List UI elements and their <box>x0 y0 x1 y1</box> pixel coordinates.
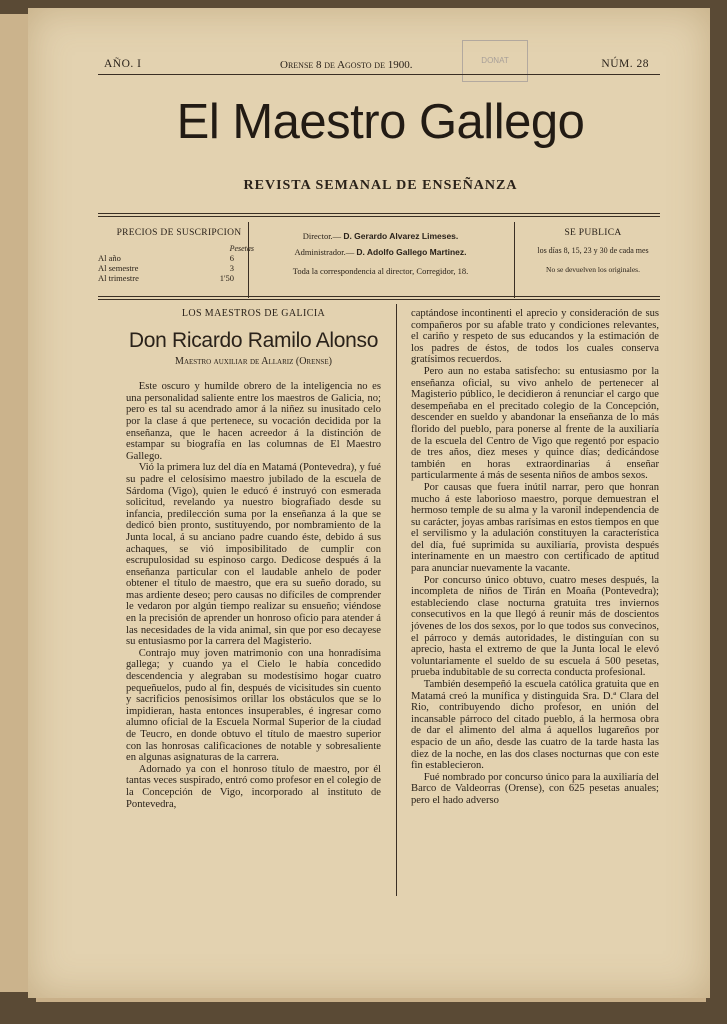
masthead-rule <box>98 74 660 75</box>
info-divider <box>514 222 515 298</box>
admin-name: D. Adolfo Gallego Martinez. <box>356 247 467 257</box>
originals-note: No se devuelven los originales. <box>546 265 640 274</box>
publication-days: los días 8, 15, 23 y 30 de cada mes <box>537 246 649 255</box>
article-paragraph: Pero aun no estaba satisfecho: su entusiasmo por la enseñanza oficial, su vivo anhelo de pertenecer al Magisterio público, le decidieron á renunciar el cargo que desempeñaba en el precitado colegio de la Concepción, descender en sueldo y abandonar la enseñanza de lo más florido del pueblo, para ponerse al frente de la auxiliaría de la escuela del Centro de Vigo que regentó por espacio de tres años, diez meses y quince días; dedicándose también en horas extraordinarias á enseñar particularmente á más de sesenta niños de ambos sexos. <box>411 365 659 482</box>
newspaper-page <box>28 8 710 998</box>
newspaper-title: El Maestro Gallego <box>176 95 585 149</box>
article-column-left <box>126 308 381 810</box>
price-label: Al trimestre <box>98 273 139 283</box>
subscription-prices <box>98 228 260 283</box>
article-paragraph: Vió la primera luz del día en Matamá (Pontevedra), y fué su padre el celosísimo maestro jubilado de la escuela de Sárdoma (Vigo), quien le educó é instruyó con esmerada solicitud, revelando ya nuestro biografiado desde su infancia, predilección suma por la enseñanza á la que se dedicó bien pronto, sustituyendo, por nombramiento de la Junta local, á su anciano padre cuando éste, debido á sus achaques, se vió imposibilitado de cumplir con escrupulosidad su espinoso cargo. Dedicose después á la enseñanza particular con el laudable anhelo de poder obtener el título de maestro, que era su sueño dorado, su mas ardiente deseo; pero causas no difíciles de comprender le vedaron por algún tiempo realizar su ensueño; viéndose en la precisión de aprender un honroso oficio para atender á las necesidades de la vida animal, sin que por eso decayese su entusiasmo por la carrera del Magisterio. <box>126 462 381 648</box>
price-value: 6 <box>229 253 234 263</box>
director-role: Director.— <box>302 231 342 241</box>
publication-schedule <box>518 228 668 274</box>
director-name: D. Gerardo Alvarez Limeses. <box>343 231 459 241</box>
article-paragraph: Fué nombrado por concurso único para la auxiliaría del Barco de Valdeorras (Orense), con 625 pesetas anuales; pero el hado adverso <box>411 771 659 806</box>
price-value: 1'50 <box>219 273 234 283</box>
info-bottom-rule <box>98 296 660 297</box>
issue-date: Orense 8 de Agosto de 1900. <box>280 59 413 71</box>
column-divider <box>396 304 397 896</box>
info-bottom-rule-thick <box>98 299 660 300</box>
article-title: Don Ricardo Ramilo Alonso <box>128 328 379 352</box>
issue-year: AÑO. I <box>104 58 142 70</box>
article-subtitle: Maestro auxiliar de Allariz (Orense) <box>175 355 332 367</box>
article-column-right <box>411 308 659 807</box>
article-paragraph: Contrajo muy joven matrimonio con una honradísima gallega; y cuando ya el Cielo le había concedido descendencia y alegraban su modestísimo hogar cuatro pequeñuelos, pudo al fin, después de vicisitudes sin cuento y sacrificios penosísimos orillar los obstáculos que se lo impidieran, hasta entonces insuperables, é ingresar como alumno oficial de la Escuela Normal Superior de la ciudad de Teucro, en donde obtuvo el título de maestro superior con las honrosas calificaciones de notable y sobresaliente en algunas asignaturas de la carrera. <box>126 647 381 764</box>
article-paragraph: captándose incontinenti el aprecio y consideración de sus compañeros por su afable trato y condiciones relevantes, el cariño y respeto de sus educandos y la estimación de los padres de éstos, de todos los cuales conserva gratísimos recuerdos. <box>411 308 659 366</box>
price-row <box>98 263 260 273</box>
price-label: Al año <box>98 253 121 263</box>
price-label: Al semestre <box>98 263 139 273</box>
price-value: 3 <box>229 263 234 273</box>
director-line <box>253 228 508 244</box>
article-paragraph: Adornado ya con el honroso título de maestro, por él tantas veces suspirado, entró como profesor en el colegio de la Concepción de Vigo, incorporado al instituto de Pontevedra, <box>126 763 381 810</box>
info-top-rule <box>98 213 660 214</box>
issue-number: NÚM. 28 <box>601 58 649 70</box>
newspaper-subtitle: REVISTA SEMANAL DE ENSEÑANZA <box>243 178 518 193</box>
admin-role: Administrador.— <box>294 247 355 257</box>
prices-unit: Pesetas <box>229 244 254 253</box>
masthead <box>104 58 649 78</box>
correspondence-note: Toda la correspondencia al director, Corregidor, 18. <box>292 266 469 276</box>
article-paragraph: También desempeñó la escuela católica gratuita que en Matamá creó la munífica y distinguida Sra. D.ª Clara del Rio, contribuyendo dicho profesor, en unión del incansable párroco del citado pueblo, á la hermosa obra de dar el alimento del alma á aquellos lugareños por espacio de un año, desde las cuatro de la tarde hasta las diez de la noche, en las dos clases nocturnas que con este fin establecieron. <box>411 679 659 772</box>
editorial-staff <box>253 228 508 276</box>
library-stamp: DONAT <box>462 40 528 82</box>
section-heading: LOS MAESTROS DE GALICIA <box>181 308 326 319</box>
article-paragraph: Por causas que fuera inútil narrar, pero que honran mucho á este laborioso maestro, porque demuestran el hermoso temple de su alma y la varonil independencia de su carácter, joyas ambas rarísimas en estos tiempos en que el servilismo y la adulación constituyen la característica del día, fué suprimida su auxiliaría, provista después interinamente en un maestro con certificado de aptitud para anunciar nuevamente la vacante. <box>411 481 659 575</box>
prices-heading: PRECIOS DE SUSCRIPCION <box>116 228 242 238</box>
info-divider <box>248 222 249 298</box>
price-row <box>98 273 260 283</box>
admin-line <box>253 244 508 260</box>
article-paragraph: Este oscuro y humilde obrero de la inteligencia no es una personalidad saliente entre los maestros de Galicia, no; pero es tal su acendrado amor á la niñez su inusitado celo por la clase á que pertenece, su vocación decidida por la enseñanza, que le hacen acreedor á la distinción de estampar su biografía en las columnas de El Maestro Gallego. <box>126 381 381 462</box>
article-paragraph: Por concurso único obtuvo, cuatro meses después, la incompleta de niños de Tirán en Moaña (Pontevedra); estableciendo clase nocturna gratuita tres inviernos consecutivos en la que llegó á reunir más de doscientos jóvenes de los dos sexos, por lo que todos sus convecinos, el párroco y demás autoridades, le distinguían con su aprecio, hasta el extremo de que la Junta local le elevó voluntariamente el sueldo de su escuela á 500 pesetas, prueba indubitable de su correcta conducta profesional. <box>411 574 659 679</box>
info-top-rule-thin <box>98 216 660 217</box>
publica-heading: SE PUBLICA <box>564 228 622 238</box>
price-row <box>98 253 260 263</box>
